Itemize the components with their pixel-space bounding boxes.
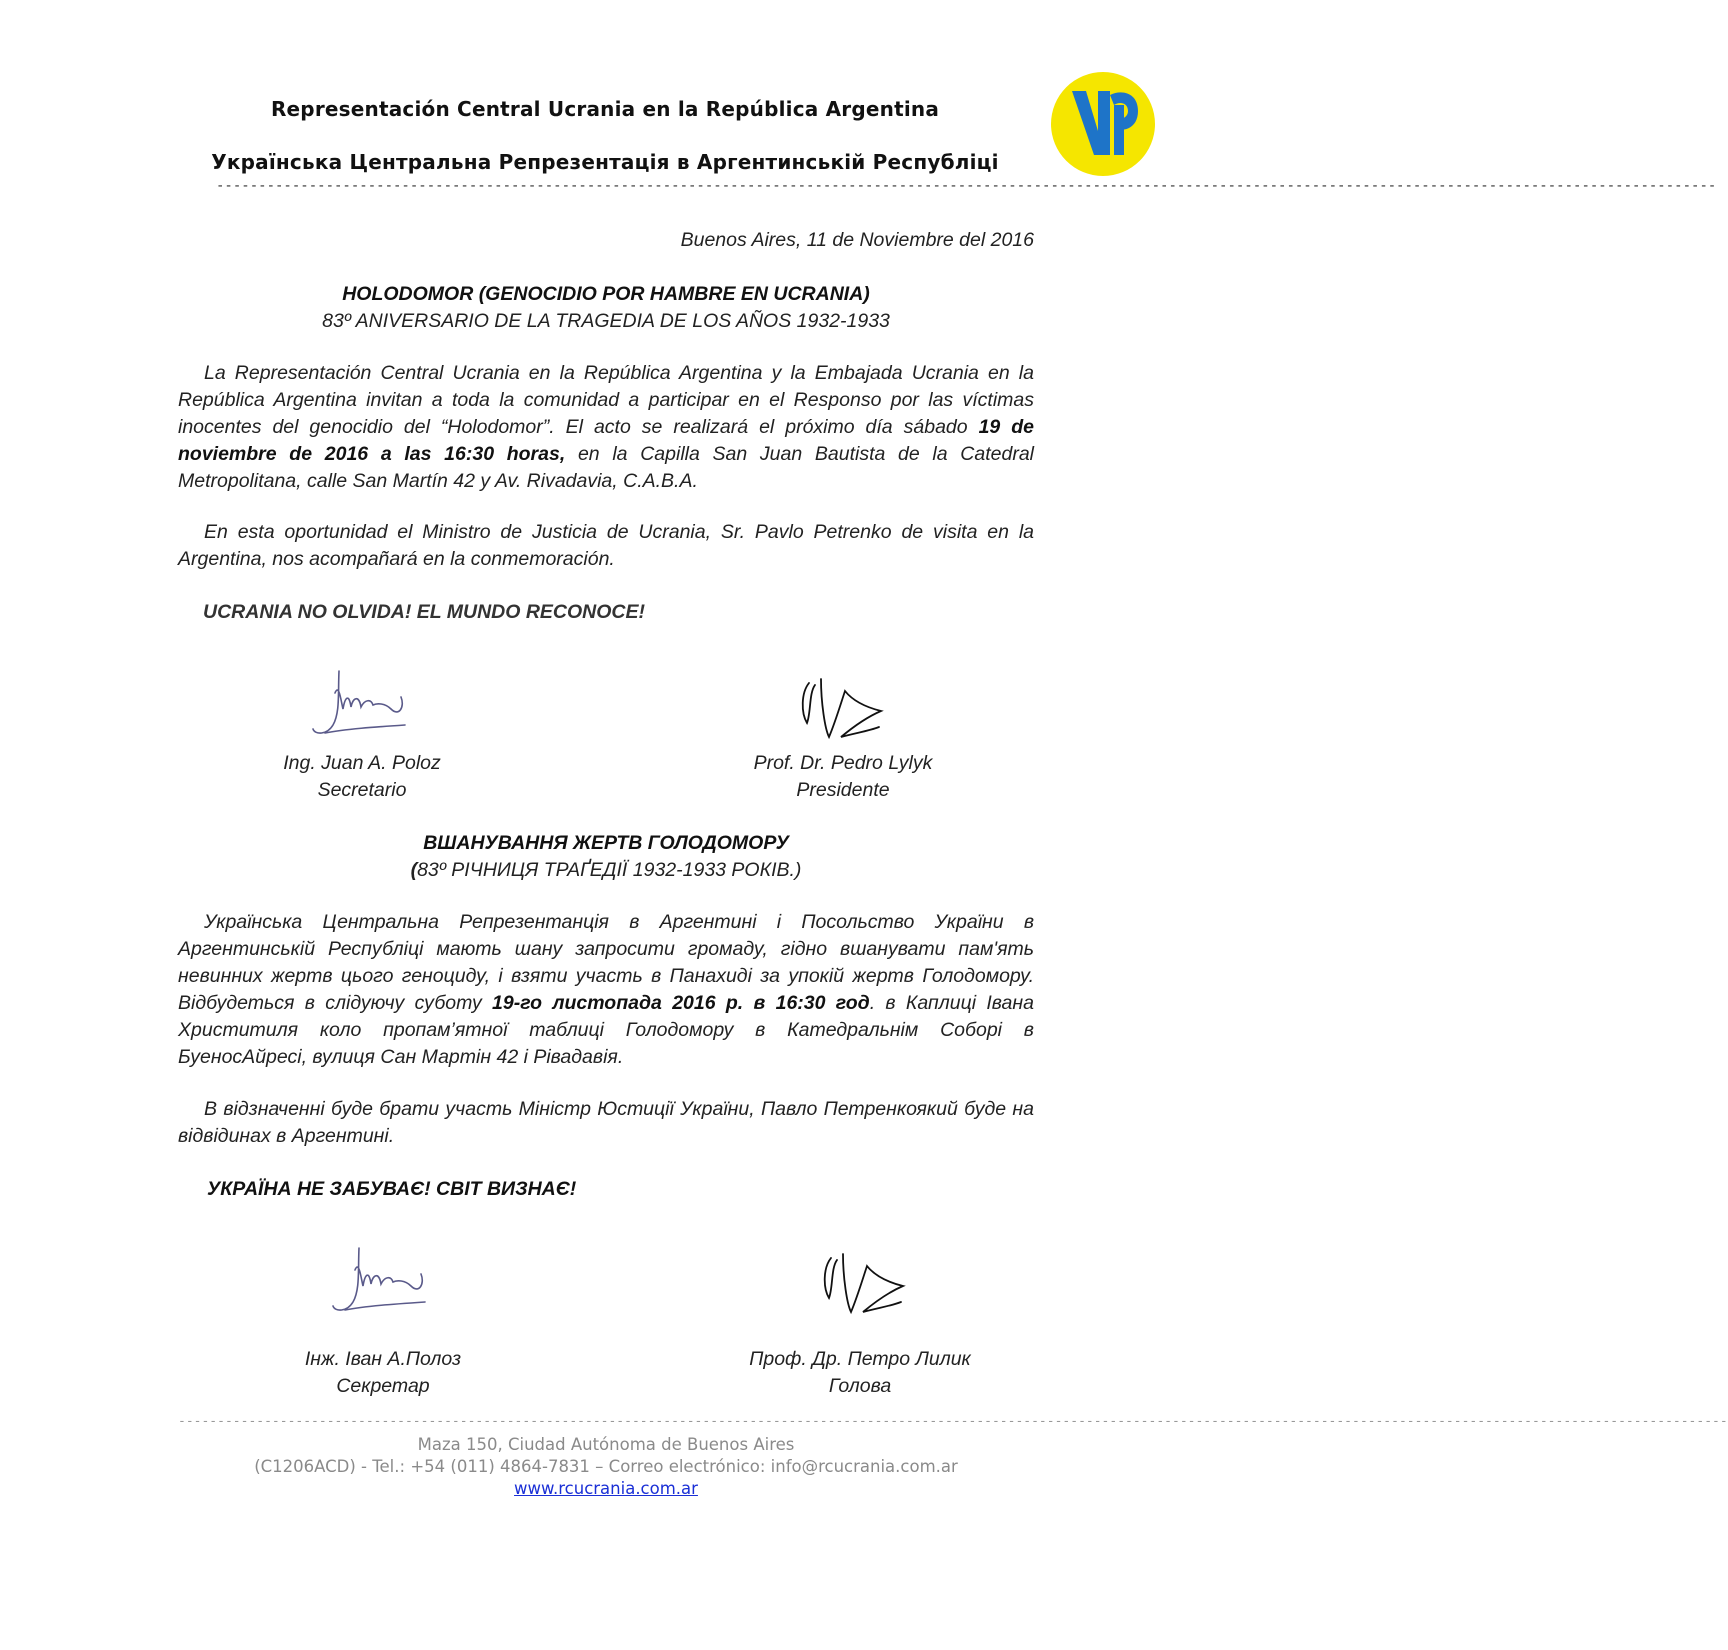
footer-contact: (C1206ACD) - Tel.: +54 (011) 4864-7831 – Correo electrónico: info@rcucrania.com.ar bbox=[254, 1457, 958, 1476]
spanish-paragraph-minister: En esta oportunidad el Ministro de Justicia de Ucrania, Sr. Pavlo Petrenko de visita en la Argentina, nos acompañará en la conmemoración. bbox=[178, 521, 1034, 570]
header-divider: ---------------------------------------------------------------------------------------------------------------------------------------------------------------------------------- bbox=[216, 178, 1717, 194]
signer-left-role-uk: Секретар bbox=[336, 1375, 430, 1397]
spanish-event-date: 19 de noviembre de 2016 a las 16:30 horas, bbox=[178, 416, 1034, 465]
signer-right-role-uk: Голова bbox=[828, 1375, 892, 1397]
ukrainian-event-date: 19-го листопада 2016 р. в 16:30 год bbox=[492, 992, 870, 1014]
spanish-invitation-text-1: La Representación Central Ucrania en la República Argentina y la Embajada Ucrania en la República Argentina invitan a toda la comunidad a participar en el Responso por las víctimas inocentes del genocidio del “Holodomor”. El acto se realizará el próximo día sábado bbox=[178, 362, 1034, 438]
signature-president-es bbox=[795, 673, 890, 748]
signer-left-name-uk: Інж. Іван А.Полоз bbox=[304, 1348, 462, 1370]
footer-website-container bbox=[178, 1478, 1034, 1500]
signer-left-name-es: Ing. Juan A. Poloz bbox=[283, 752, 441, 774]
footer-divider: ------------------------------------------------------------------------------------------------------------------------------------------------------------------------------------------------------ bbox=[178, 1414, 1728, 1429]
signer-left-role-es: Secretario bbox=[317, 779, 407, 801]
ukrainian-paragraph-invitation bbox=[178, 909, 1034, 1071]
ukrainian-title: ВШАНУВАННЯ ЖЕРТВ ГОЛОДОМОРУ bbox=[423, 832, 789, 854]
signer-right-role-es: Presidente bbox=[796, 779, 890, 801]
ukrainian-subtitle-text: 83º РІЧНИЦЯ ТРАҐЕДІЇ 1932-1933 РОКІВ.) bbox=[417, 859, 802, 881]
signer-right-name-uk: Проф. Др. Петро Лилик bbox=[749, 1348, 971, 1370]
ukrainian-subtitle bbox=[178, 857, 1034, 884]
spanish-invitation-text-2: en la Capilla San Juan Bautista de la Catedral Metropolitana, calle San Martín 42 y Av. Rivadavia, C.A.B.A. bbox=[178, 443, 1034, 492]
logo-emblem-icon bbox=[1050, 71, 1156, 177]
signature-secretary-uk bbox=[325, 1240, 435, 1320]
ukrainian-slogan: УКРАЇНА НЕ ЗАБУВАЄ! СВІТ ВИЗНАЄ! bbox=[207, 1178, 577, 1200]
footer-website-link[interactable]: www.rcucrania.com.ar bbox=[514, 1479, 698, 1498]
ukrainian-subtitle-paren: ( bbox=[410, 859, 418, 881]
spanish-title: HOLODOMOR (GENOCIDIO POR HAMBRE EN UCRANIA) bbox=[342, 283, 870, 305]
spanish-paragraph-invitation bbox=[178, 360, 1034, 495]
signature-secretary-es bbox=[305, 663, 415, 743]
header-title-spanish: Representación Central Ucrania en la República Argentina bbox=[270, 97, 940, 121]
spanish-slogan: UCRANIA NO OLVIDA! EL MUNDO RECONOCE! bbox=[203, 601, 646, 623]
spanish-subtitle: 83º ANIVERSARIO DE LA TRAGEDIA DE LOS AÑOS 1932-1933 bbox=[322, 310, 890, 332]
signature-president-uk bbox=[817, 1248, 912, 1323]
footer-address: Maza 150, Ciudad Autónoma de Buenos Aires bbox=[417, 1435, 795, 1454]
ukrainian-invitation-text-2: . в Каплиці Івана Христитиля коло пропам’ятної таблиці Голодомору в Катедральнім Соборі в БуеносАйресі, вулиця Сан Мартін 42 і Рівадавія. bbox=[178, 992, 1034, 1068]
date-line: Buenos Aires, 11 de Noviembre del 2016 bbox=[680, 229, 1034, 251]
organization-logo bbox=[1050, 71, 1156, 177]
ukrainian-paragraph-minister: В відзначенні буде брати участь Міністр Юстиції України, Павло Петренкоякий буде на відвідинах в Аргентині. bbox=[178, 1098, 1034, 1147]
ukrainian-invitation-text-1: Українська Центральна Репрезентанція в Аргентині і Посольство України в Аргентинській Республіці мають шану запросити громаду, гідно вшанувати пам'ять невинних жертв цього геноциду, і взяти участь в Панахиді за упокій жертв Голодомору. Відбудеться в слідуючу суботу bbox=[178, 911, 1034, 1014]
signer-right-name-es: Prof. Dr. Pedro Lylyk bbox=[753, 752, 933, 774]
header-title-ukrainian: Українська Центральна Репрезентація в Аргентинській Республіці bbox=[211, 150, 999, 174]
